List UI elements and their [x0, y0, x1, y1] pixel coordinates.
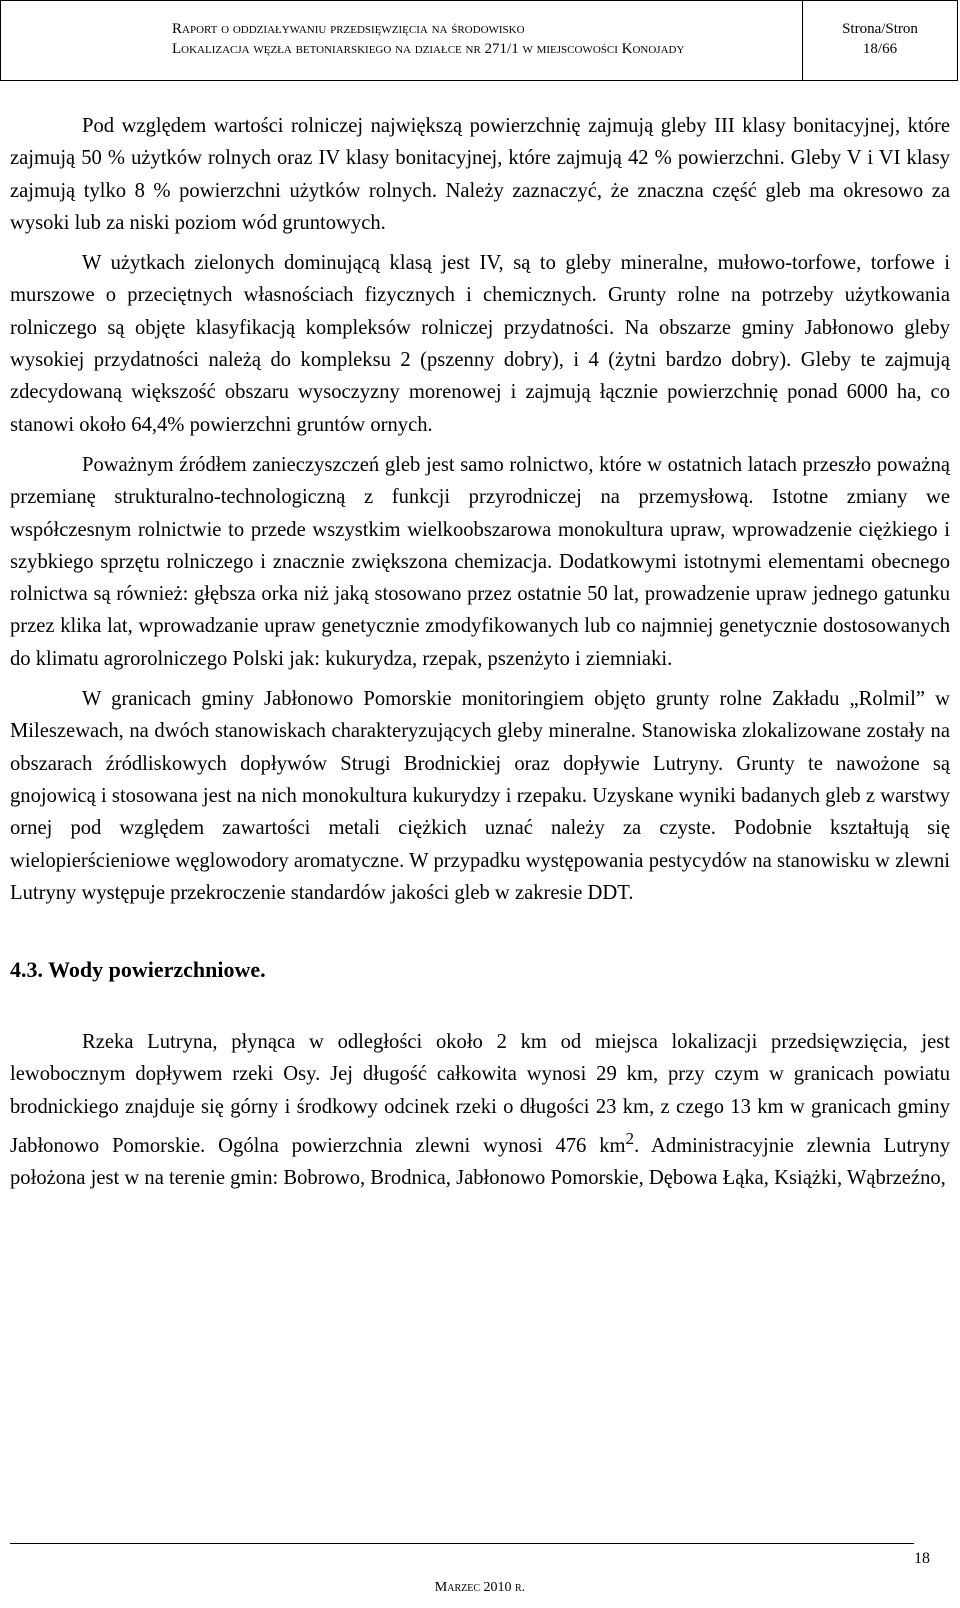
header-report-title: Raport o oddziaływaniu przedsięwzięcia na środowisko: [172, 21, 525, 37]
page-header: [0, 0, 958, 81]
paragraph-monitoring: W granicach gminy Jabłonowo Pomorskie monitoringiem objęto grunty rolne Zakładu „Rolmil” w Mileszewach, na dwóch stanowiskach charakteryzujących gleby mineralne. Stanowiska zlokalizowane zostały na obszarach źródliskowych dopływów Strugi Brodnickiej oraz dopływie Lutryny. Grunty te nawożone są gnojowicą i stosowana jest na nich monokultura kukurydzy i rzepaku. Uzyskane wyniki badanych gleb z warstwy ornej pod względem zawartości metali ciężkich uznać należy za czyste. Podobnie kształtują się wielopierścieniowe węglowodory aromatyczne. W przypadku występowania pestycydów na stanowisku w zlewni Lutryny występuje przekroczenie standardów jakości gleb w zakresie DDT.: [10, 688, 950, 904]
header-project-title: Lokalizacja węzła betoniarskiego na działce nr 271/1 w miejscowości Konojady: [172, 41, 685, 57]
paragraph-pollution: Poważnym źródłem zanieczyszczeń gleb jest samo rolnictwo, które w ostatnich latach przeszło poważną przemianę strukturalno-technologiczną z funkcji przyrodniczej na przemysłową. Istotne zmiany we współczesnym rolnictwie to przede wszystkim wielkoobszarowa monokultura upraw, wprowadzenie ciężkiego i szybkiego sprzętu rolniczego i znacznie zwiększona chemizacja. Dodatkowymi istotnymi elementami obecnego rolnictwa są również: głębsza orka niż jaką stosowano przez ostatnie 50 lat, prowadzenie upraw jednego gatunku przez klika lat, wprowadzanie upraw genetycznie zmodyfikowanych lub co najmniej genetycznie dostosowanych do klimatu agrorolniczego Polski jak: kukurydza, rzepak, pszenżyto i ziemniaki.: [10, 453, 950, 670]
header-page-value: 18/66: [862, 41, 898, 57]
footer-page-number: 18: [914, 1550, 930, 1567]
section-heading: 4.3. Wody powierzchniowe.: [10, 957, 266, 983]
header-page-block: [803, 1, 957, 80]
document-body: [10, 110, 950, 1194]
paragraph-lutryna: [10, 1026, 950, 1194]
header-page-label: Strona/Stron: [842, 21, 918, 37]
footer-date: Marzec 2010 r.: [434, 1580, 526, 1595]
footer-divider: [10, 1543, 914, 1544]
paragraph-lutryna-part1: Rzeka Lutryna, płynąca w odległości około 2 km od miejsca lokalizacji przedsięwzięcia, jest lewobocznym dopływem rzeki Osy. Jej długość całkowita wynosi 29 km, przy czym w granicach powiatu brodnickiego znajduje się górny i środkowy odcinek rzeki o długości 23 km, z czego 13 km w granicach gminy Jabłonowo Pomorskie. Ogólna powierzchnia zlewni wynosi 476 km: [10, 1031, 950, 1157]
paragraph-soil-classes: Pod względem wartości rolniczej największą powierzchnię zajmują gleby III klasy bonitacyjnej, które zajmują 50 % użytków rolnych oraz IV klasy bonitacyjnej, które zajmują 42 % powierzchni. Gleby V i VI klasy zajmują tylko 8 % powierzchni użytków rolnych. Należy zaznaczyć, że znaczna część gleb ma okresowo za wysoki lub za niski poziom wód gruntowych.: [10, 115, 950, 234]
header-title-block: [1, 1, 803, 80]
paragraph-grasslands: W użytkach zielonych dominującą klasą jest IV, są to gleby mineralne, mułowo-torfowe, torfowe i murszowe o przeciętnych własnościach fizycznych i chemicznych. Grunty rolne na potrzeby użytkowania rolniczego są objęte klasyfikacją kompleksów rolniczej przydatności. Na obszarze gminy Jabłonowo gleby wysokiej przydatności należą do kompleksu 2 (pszenny dobry), i 4 (żytni bardzo dobry). Gleby te zajmują zdecydowaną większość obszaru wysoczyzny morenowej i zajmują łącznie powierzchnię ponad 6000 ha, co stanowi około 64,4% powierzchni gruntów ornych.: [10, 252, 950, 436]
paragraph-lutryna-part2: . Administracyjnie zlewnia Lutryny położona jest w na terenie gmin: Bobrowo, Brodnica, Jabłonowo Pomorskie, Dębowa Łąka, Książki, Wąbrzeźno,: [10, 1134, 950, 1190]
superscript-2: 2: [625, 1129, 635, 1149]
